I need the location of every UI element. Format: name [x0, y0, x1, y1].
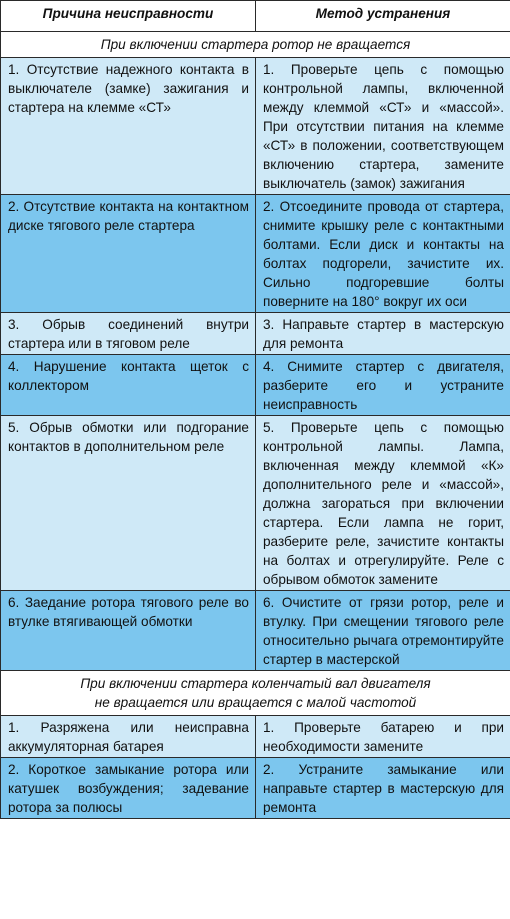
fix-cell: 6. Очистите от грязи ротор, реле и втулку. При смещении тягового реле относительно рычага отремонтируйте стартер в мастерской: [256, 591, 510, 671]
cause-cell: 2. Короткое замыкание ротора или катушек возбуждения; задевание ротора за полюсы: [1, 758, 256, 819]
header-fix: Метод устранения: [256, 1, 510, 32]
cause-cell: 1. Разряжена или неисправна аккумуляторная батарея: [1, 716, 256, 758]
cause-cell: 3. Обрыв соединений внутри стартера или в тяговом реле: [1, 313, 256, 355]
section-title: [1, 671, 510, 716]
fix-cell: 4. Снимите стартер с двигателя, разберите его и устраните неисправность: [256, 355, 510, 416]
fix-cell: 1. Проверьте цепь с помощью контрольной лампы, включенной между клеммой «СТ» и «массой». При отсутствии питания на клемме «СТ» в положении, соответствующем включению стартера, замените выключатель (замок) зажигания: [256, 58, 510, 195]
table-row: [1, 716, 510, 758]
fix-cell: 2. Устраните замыкание или направьте стартер в мастерскую для ремонта: [256, 758, 510, 819]
fix-cell: 5. Проверьте цепь с помощью контрольной лампы. Лампа, включенная между клеммой «К» дополнительного реле и «массой», должна загораться при включении стартера. Если лампа не горит, разберите реле, зачистите контакты на болтах и отрегулируйте. Реле с обрывом обмоток замените: [256, 416, 510, 591]
section-title: [1, 32, 510, 58]
header-cause: Причина неисправности: [1, 1, 256, 32]
cause-cell: 1. Отсутствие надежного контакта в выключателе (замке) зажигания и стартера на клемме «СТ»: [1, 58, 256, 195]
table-row: [1, 195, 510, 313]
table-row: [1, 355, 510, 416]
section-title-row: [1, 32, 510, 58]
fix-cell: 3. Направьте стартер в мастерскую для ремонта: [256, 313, 510, 355]
table-row: [1, 58, 510, 195]
section-title-line: не вращается или вращается с малой частотой: [94, 695, 417, 710]
table-header-row: [1, 1, 510, 32]
section-title-row: [1, 671, 510, 716]
cause-cell: 5. Обрыв обмотки или подгорание контактов в дополнительном реле: [1, 416, 256, 591]
table-row: [1, 313, 510, 355]
cause-cell: 2. Отсутствие контакта на контактном диске тягового реле стартера: [1, 195, 256, 313]
section-title-line: При включении стартера ротор не вращается: [100, 37, 411, 52]
section-title-line: При включении стартера коленчатый вал двигателя: [80, 676, 431, 691]
table-row: [1, 416, 510, 591]
cause-cell: 4. Нарушение контакта щеток с коллектором: [1, 355, 256, 416]
cause-cell: 6. Заедание ротора тягового реле во втулке втягивающей обмотки: [1, 591, 256, 671]
fix-cell: 1. Проверьте батарею и при необходимости замените: [256, 716, 510, 758]
table-row: [1, 758, 510, 819]
fix-cell: 2. Отсоедините провода от стартера, снимите крышку реле с контактными болтами. Если диск и контакты на болтах подгорели, зачистите их. Сильно подгоревшие болты поверните на 180° вокруг их оси: [256, 195, 510, 313]
table-row: [1, 591, 510, 671]
